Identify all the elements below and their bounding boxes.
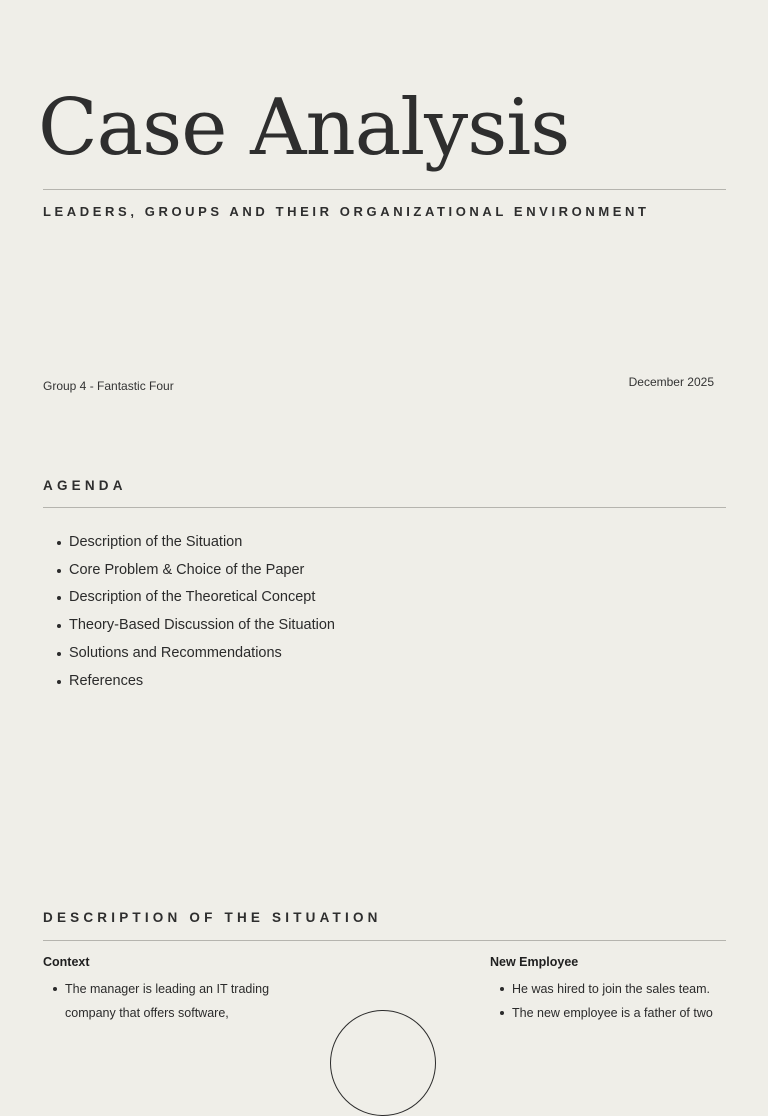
decorative-circle <box>330 1010 436 1116</box>
context-item-continued: company that offers software, <box>65 1006 229 1020</box>
context-list <box>43 977 269 1025</box>
document-subtitle: LEADERS, GROUPS AND THEIR ORGANIZATIONAL ENVIRONMENT <box>43 204 650 219</box>
new-employee-list <box>490 977 713 1025</box>
agenda-item: Solutions and Recommendations <box>43 640 335 668</box>
document-title: Case Analysis <box>38 83 570 173</box>
agenda-item: References <box>43 668 335 696</box>
agenda-list <box>43 529 335 695</box>
new-employee-title: New Employee <box>490 955 579 969</box>
context-title: Context <box>43 955 90 969</box>
agenda-item: Theory-Based Discussion of the Situation <box>43 612 335 640</box>
document-date: December 2025 <box>628 375 714 389</box>
new-employee-item: The new employee is a father of two <box>490 1001 713 1025</box>
situation-divider <box>43 940 726 941</box>
title-divider <box>43 189 726 190</box>
situation-heading: DESCRIPTION OF THE SITUATION <box>43 910 382 925</box>
agenda-item: Core Problem & Choice of the Paper <box>43 557 335 585</box>
agenda-item: Description of the Theoretical Concept <box>43 584 335 612</box>
agenda-divider <box>43 507 726 508</box>
agenda-item: Description of the Situation <box>43 529 335 557</box>
new-employee-item: He was hired to join the sales team. <box>490 977 713 1001</box>
agenda-heading: AGENDA <box>43 478 127 493</box>
context-item: The manager is leading an IT trading <box>43 977 269 1001</box>
group-name: Group 4 - Fantastic Four <box>43 379 174 393</box>
